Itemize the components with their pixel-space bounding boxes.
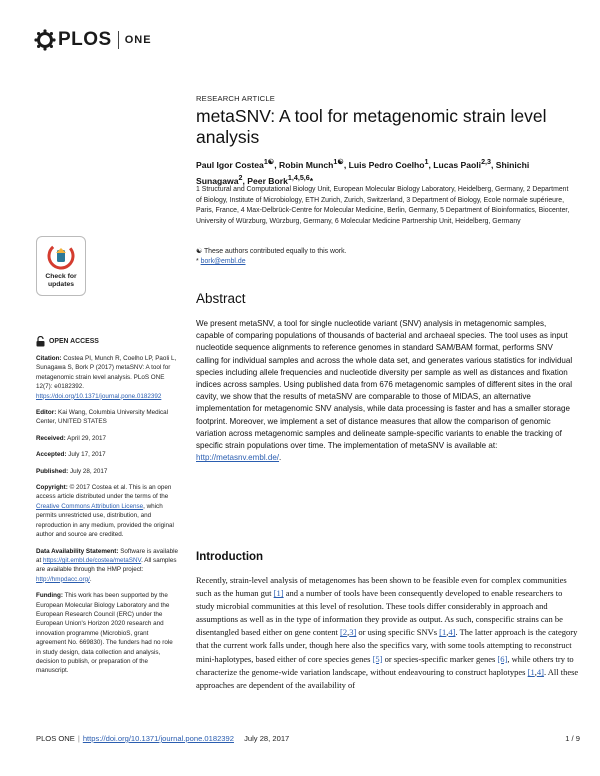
- footer-doi-link[interactable]: https://doi.org/10.1371/journal.pone.0182392: [82, 734, 234, 743]
- corresponding-mark: *: [196, 258, 199, 266]
- plos-logo-icon: [34, 29, 56, 51]
- data-availability-block: [36, 547, 178, 585]
- received-block: [36, 434, 178, 443]
- citation-label: Citation:: [36, 355, 62, 362]
- reference-link[interactable]: 4]: [448, 627, 456, 638]
- citation-text: Costea PI, Munch R, Coelho LP, Paoli L, Sunagawa S, Bork P (2017) metaSNV: A tool for metagenomic strain level analysis. PLoS ONE 12(7): e0182392.: [36, 355, 177, 391]
- citation-doi-link[interactable]: https://doi.org/10.1371/journal.pone.0182392: [36, 392, 162, 400]
- editor-text: Kai Wang, Columbia University Medical Center, UNITED STATES: [36, 409, 169, 426]
- affiliation-marker: 2: [238, 173, 243, 182]
- equal-contribution-note: ☯ These authors contributed equally to this work.: [196, 248, 347, 255]
- check-for-updates-icon: [47, 242, 75, 270]
- affiliation-marker: 1,4,5,6: [287, 173, 310, 182]
- reference-link[interactable]: [6]: [497, 653, 508, 664]
- received-date: April 29, 2017: [67, 434, 107, 442]
- accepted-date: July 17, 2017: [68, 451, 106, 459]
- published-block: [36, 467, 178, 476]
- metasnv-link[interactable]: http://metasnv.embl.de/: [196, 453, 280, 463]
- open-lock-icon: [36, 336, 45, 347]
- footer-date: July 28, 2017: [244, 734, 290, 743]
- footer-separator: |: [77, 734, 80, 743]
- copyright-text-end: , which permits unrestricted use, distribution, and reproduction in any medium, provided the original author and source are credited.: [36, 502, 174, 539]
- logo-plos-text: PLOS: [58, 29, 112, 50]
- article-info-sidebar: [36, 336, 178, 683]
- abstract-body: [196, 318, 576, 464]
- check-for-updates-badge[interactable]: [36, 236, 86, 296]
- check-for-updates-label: Check for updates: [45, 273, 77, 288]
- copyright-block: [36, 483, 178, 539]
- affiliation-marker: 1☯: [333, 158, 344, 166]
- hmp-project-link[interactable]: http://hmpdacc.org/: [36, 575, 90, 583]
- affiliation-marker: 1☯: [263, 158, 275, 166]
- data-availability-end: .: [89, 575, 92, 583]
- reference-link[interactable]: [1: [439, 627, 447, 638]
- plos-one-logo: [34, 26, 152, 54]
- data-availability-mid: . All samples are available through the HMP project:: [36, 556, 177, 574]
- accepted-label: Accepted:: [36, 451, 67, 459]
- author-notes: [196, 247, 576, 268]
- published-date: July 28, 2017: [69, 467, 108, 475]
- page-number: 1 / 9: [565, 734, 580, 743]
- article-type: RESEARCH ARTICLE: [196, 94, 276, 103]
- editor-block: [36, 408, 178, 427]
- article-title: metaSNV: A tool for metagenomic strain level analysis: [196, 106, 547, 147]
- introduction-heading: Introduction: [196, 551, 264, 563]
- abstract-end: .: [279, 453, 282, 463]
- logo-journal-text: ONE: [124, 34, 152, 46]
- introduction-body: Recently, strain-level analysis of metagenomes has been shown to be feasible even for complex communities such as the human gut [1] and a number of tools have been consequently developed to enable researchers to study microbial communities at this level of resolution. These tools differ considerably in approach and assumptions as well as in the type of information they provide as output. As such, conspecific strains can be disentangled based either on gene content [2,3] or using specific SNVs [1,4]. The latter approach is the category that the current work falls under, though here also the specifics vary, with some tools attempting to reconstruct mini-haplotypes, based either of core species genes [5] or species-specific marker genes [6], while others try to characterize the genome-wide variation landscape, without endeavouring to construct haplotypes [1,4]. All these approaches are dependent of the availability of: [196, 575, 579, 690]
- corresponding-email-link[interactable]: bork@embl.de: [200, 258, 246, 266]
- reference-link[interactable]: [5]: [372, 653, 383, 664]
- published-label: Published:: [36, 467, 69, 475]
- reference-link[interactable]: [2: [339, 627, 348, 638]
- reference-link[interactable]: [1]: [273, 588, 284, 599]
- page-footer: [36, 734, 580, 743]
- reference-link[interactable]: 3]: [349, 627, 357, 638]
- funding-label: Funding:: [36, 592, 63, 600]
- corresponding-author-note: [196, 257, 576, 267]
- abstract-text: We present metaSNV, a tool for single nucleotide variant (SNV) analysis in metagenomic samples, capable of comparing populations of thousands of bacterial and archaeal species. The tool uses as input nucleotide sequence alignments to reference genomes in standard SAM/BAM format, performs SNV calling for individual samples and across the whole data set, and generates various statistics for individual species including allele frequencies and nucleotide diversity per sample as well as distances and fixation indices across samples. Using published data from 676 metagenomic samples of different sites in the oral cavity, we show that the results of metaSNV are comparable to those of MIDAS, an alternative implementation for metagenomic SNV analysis, while data processing is faster and has a smaller storage footprint. Moreover, we implement a set of distance measures that allow the comparison of genomic variation across metagenomic samples and delineate sample-specific variants to enable the tracking of specific strain populations over time. The implementation of metaSNV is available at:: [196, 319, 573, 451]
- reference-link[interactable]: [1: [527, 666, 535, 677]
- data-availability-label: Data Availability Statement:: [36, 547, 119, 555]
- cc-license-link[interactable]: Creative Commons Attribution License: [36, 502, 144, 510]
- copyright-label: Copyright:: [36, 484, 68, 492]
- software-repo-link[interactable]: https://git.embl.de/costea/metaSNV: [43, 556, 142, 564]
- received-label: Received:: [36, 434, 66, 442]
- affiliation-marker: 1: [424, 158, 429, 166]
- citation-block: [36, 354, 178, 401]
- accepted-block: [36, 450, 178, 459]
- reference-link[interactable]: 4]: [536, 666, 544, 677]
- affiliations: 1 Structural and Computational Biology Unit, European Molecular Biology Laboratory, Heidelberg, Germany, 2 Department of Biology, Institute of Microbiology, ETH Zurich, Zurich, Switzerland, 3 Department of Biology, Ecole normale supérieure, Paris, France, 4 Max-Delbrück-Centre for Molecular Medicine, Berlin, Germany, 5 Department of Bioinformatics, Biocenter, University of Würzburg, Würzburg, Germany, 6 Molecular Medicine Partnership Unit, Heidelberg, Germany: [196, 186, 570, 225]
- funding-block: [36, 591, 178, 676]
- abstract-heading: Abstract: [196, 291, 246, 306]
- open-access-label: OPEN ACCESS: [49, 337, 99, 345]
- funding-text: This work has been supported by the European Molecular Biology Laboratory and the European Research Council (ERC) under the European Union's Horizon 2020 research and innovation programme (MicrobioS, grant agreement No. 669830). The funders had no role in study design, data collection and analysis, decision to publish, or preparation of the manuscript.: [36, 592, 173, 675]
- open-access-badge: [36, 336, 178, 347]
- affiliation-marker: 2,3: [481, 158, 492, 166]
- author-list: Paul Igor Costea$^{1☯}$, Robin Munch$^{1☯}$, Luis Pedro Coelho$^1$, Lucas Paoli$^{2,3}$, Shinichi Sunagawa$^2$, Peer Bork$^{1,4,5,6}$*: [196, 158, 530, 186]
- editor-label: Editor:: [36, 409, 57, 417]
- footer-journal: PLOS ONE: [36, 734, 75, 743]
- logo-separator: [118, 31, 119, 49]
- data-availability-text: Software is available at: [36, 547, 178, 564]
- copyright-text: © 2017 Costea et al. This is an open access article distributed under the terms of the: [36, 484, 172, 501]
- footer-citation: [36, 734, 289, 743]
